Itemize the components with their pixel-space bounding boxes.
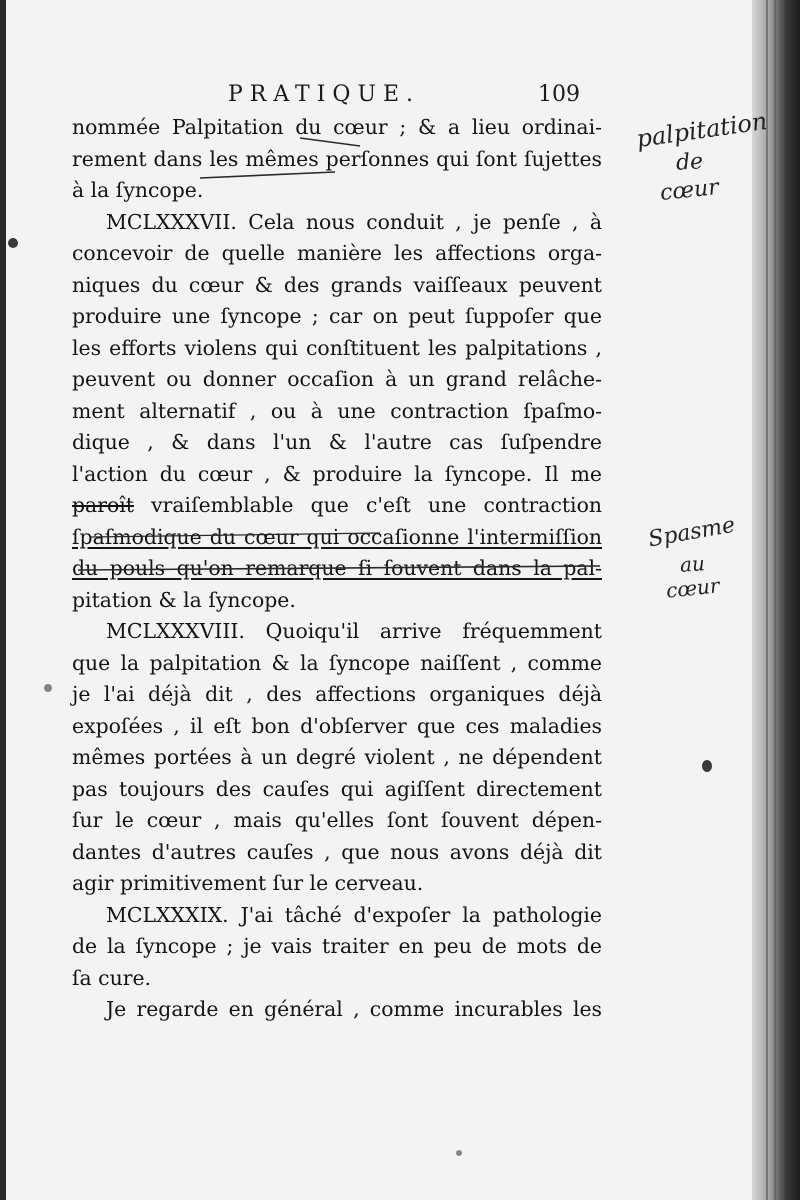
underlined-text-line: du pouls qu'on remarque ſi ſouvent dans la pal- [72, 556, 602, 580]
paper-speck [44, 684, 52, 692]
pen-underline-mark [78, 566, 600, 570]
margin-note: cœur [658, 174, 720, 207]
text-line: expoſées , il eſt bon d'obſerver que ces maladies [72, 713, 602, 738]
paper-speck [456, 1150, 462, 1156]
margin-note: palpitation [634, 106, 769, 154]
paragraph-1189-start: MCLXXXIX. J'ai tâché d'expoſer la pathologie [106, 902, 602, 927]
text-line: ment alternatif , ou à une contraction ſpaſmo- [72, 398, 602, 423]
text-line: les efforts violens qui conſtituent les palpitations , [72, 335, 602, 360]
text-line: pas toujours des cauſes qui agiſſent directement [72, 776, 602, 801]
text-line: que la palpitation & la ſyncope naiſſent , comme [72, 650, 602, 675]
paper-speck [8, 238, 18, 248]
text-line: mêmes portées à un degré violent , ne dépendent [72, 745, 602, 769]
paragraph-1188-start: MCLXXXVIII. Quoiqu'il arrive fréquemment [106, 619, 602, 643]
text-line: produire une ſyncope ; car on peut ſuppoſer que [72, 304, 602, 328]
struck-word: paroît [72, 493, 134, 517]
struck-text-line: paroît vraiſemblable que c'eſt une contraction [72, 493, 602, 517]
text-line: dantes d'autres cauſes , que nous avons déjà dit [72, 839, 602, 864]
paper-speck [702, 760, 712, 772]
text-line: l'action du cœur , & produire la ſyncope. Il me [72, 461, 602, 486]
margin-note: de [675, 149, 704, 176]
text-line: je l'ai déjà dit , des affections organiques déjà [72, 682, 602, 706]
running-title: PRATIQUE. [228, 82, 421, 107]
text-line: ſur le cœur , mais qu'elles ſont ſouvent dépen- [72, 808, 602, 832]
text-line: dique , & dans l'un & l'autre cas ſuſpendre [72, 430, 602, 454]
text-line: niques du cœur & des grands vaiſſeaux peuvent [72, 272, 602, 297]
text-line: nommée Palpitation du cœur ; & a lieu ordinai- [72, 115, 602, 139]
page-number: 109 [538, 82, 580, 107]
paragraph-start: Je regarde en général , comme incurables les [106, 997, 602, 1021]
text-line: pitation & la ſyncope. [72, 587, 296, 612]
margin-note: au [679, 551, 706, 577]
text-line: rement dans les mêmes perſonnes qui ſont ſujettes [72, 146, 602, 171]
paragraph-1187-start: MCLXXXVII. Cela nous conduit , je penſe , à [106, 209, 602, 234]
text-line: peuvent ou donner occaſion à un grand relâche- [72, 367, 602, 391]
text-line: de la ſyncope ; je vais traiter en peu de mots de [72, 934, 602, 958]
underlined-text-line: ſpaſmodique du cœur qui occaſionne l'intermiſſion [72, 524, 602, 549]
margin-note: Spasme [646, 512, 737, 553]
text-line: concevoir de quelle manière les affections orga- [72, 241, 602, 265]
pen-underline-mark [90, 533, 380, 537]
margin-note: cœur [664, 573, 721, 603]
text-line: agir primitivement ſur le cerveau. [72, 871, 424, 895]
pen-underline-mark [200, 172, 335, 178]
text-line: ſa cure. [72, 965, 152, 990]
text-line: à la ſyncope. [72, 178, 204, 202]
pen-underline-mark [300, 138, 360, 146]
